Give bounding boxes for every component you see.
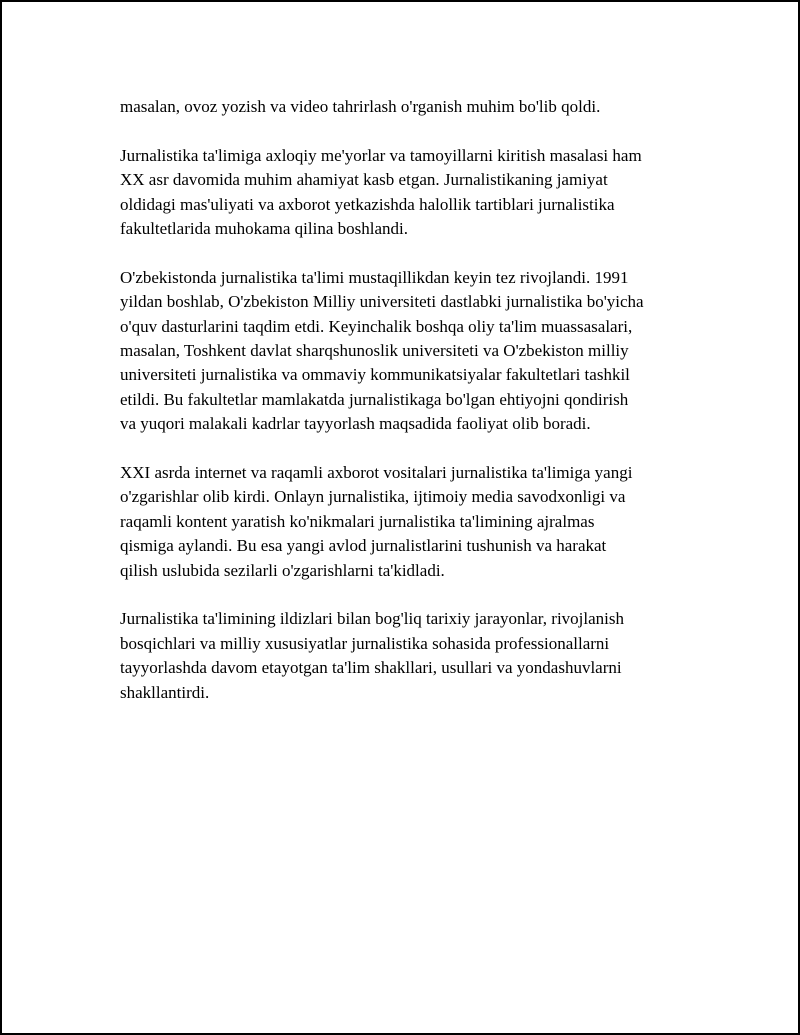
text-line: masalan, Toshkent davlat sharqshunoslik universiteti va O'zbekiston milliy: [120, 341, 629, 361]
paragraph-2: [120, 144, 720, 242]
text-line: yildan boshlab, O'zbekiston Milliy universiteti dastlabki jurnalistika bo'yicha: [120, 292, 644, 312]
document-body: [120, 95, 720, 729]
paragraph-3: [120, 266, 720, 437]
text-line: etildi. Bu fakultetlar mamlakatda jurnalistikaga bo'lgan ehtiyojni qondirish: [120, 389, 629, 409]
text-line: bosqichlari va milliy xususiyatlar jurnalistika sohasida professionallarni: [120, 633, 610, 653]
text-line: oldidagi mas'uliyati va axborot yetkazishda halollik tartiblari jurnalistika: [120, 194, 615, 214]
text-line: XXI asrda internet va raqamli axborot vositalari jurnalistika ta'limiga yangi: [120, 463, 633, 483]
paragraph-1: [120, 95, 720, 119]
text-line: o'zgarishlar olib kirdi. Onlayn jurnalistika, ijtimoiy media savodxonligi va: [120, 487, 626, 507]
text-line: O'zbekistonda jurnalistika ta'limi mustaqillikdan keyin tez rivojlandi. 1991: [120, 267, 629, 287]
text-line: tayyorlashda davom etayotgan ta'lim shakllari, usullari va yondashuvlarni: [120, 658, 622, 678]
text-line: masalan, ovoz yozish va video tahrirlash o'rganish muhim bo'lib qoldi.: [120, 97, 601, 116]
text-line: qismiga aylandi. Bu esa yangi avlod jurnalistlarini tushunish va harakat: [120, 536, 607, 556]
text-line: universiteti jurnalistika va ommaviy kommunikatsiyalar fakultetlari tashkil: [120, 365, 630, 385]
text-line: Jurnalistika ta'limining ildizlari bilan bog'liq tarixiy jarayonlar, rivojlanish: [120, 609, 625, 629]
text-line: qilish uslubida sezilarli o'zgarishlarni ta'kidladi.: [120, 560, 445, 580]
text-line: o'quv dasturlarini taqdim etdi. Keyinchalik boshqa oliy ta'lim muassasalari,: [120, 316, 633, 336]
text-line: XX asr davomida muhim ahamiyat kasb etgan. Jurnalistikaning jamiyat: [120, 170, 608, 190]
text-line: Jurnalistika ta'limiga axloqiy me'yorlar va tamoyillarni kiritish masalasi ham: [120, 145, 642, 165]
paragraph-4: [120, 461, 720, 583]
text-line: fakultetlarida muhokama qilina boshlandi.: [120, 219, 408, 239]
text-line: va yuqori malakali kadrlar tayyorlash maqsadida faoliyat olib boradi.: [120, 414, 591, 434]
text-line: shakllantirdi.: [120, 682, 210, 702]
text-line: raqamli kontent yaratish ko'nikmalari jurnalistika ta'limining ajralmas: [120, 511, 595, 531]
paragraph-5: [120, 607, 720, 705]
